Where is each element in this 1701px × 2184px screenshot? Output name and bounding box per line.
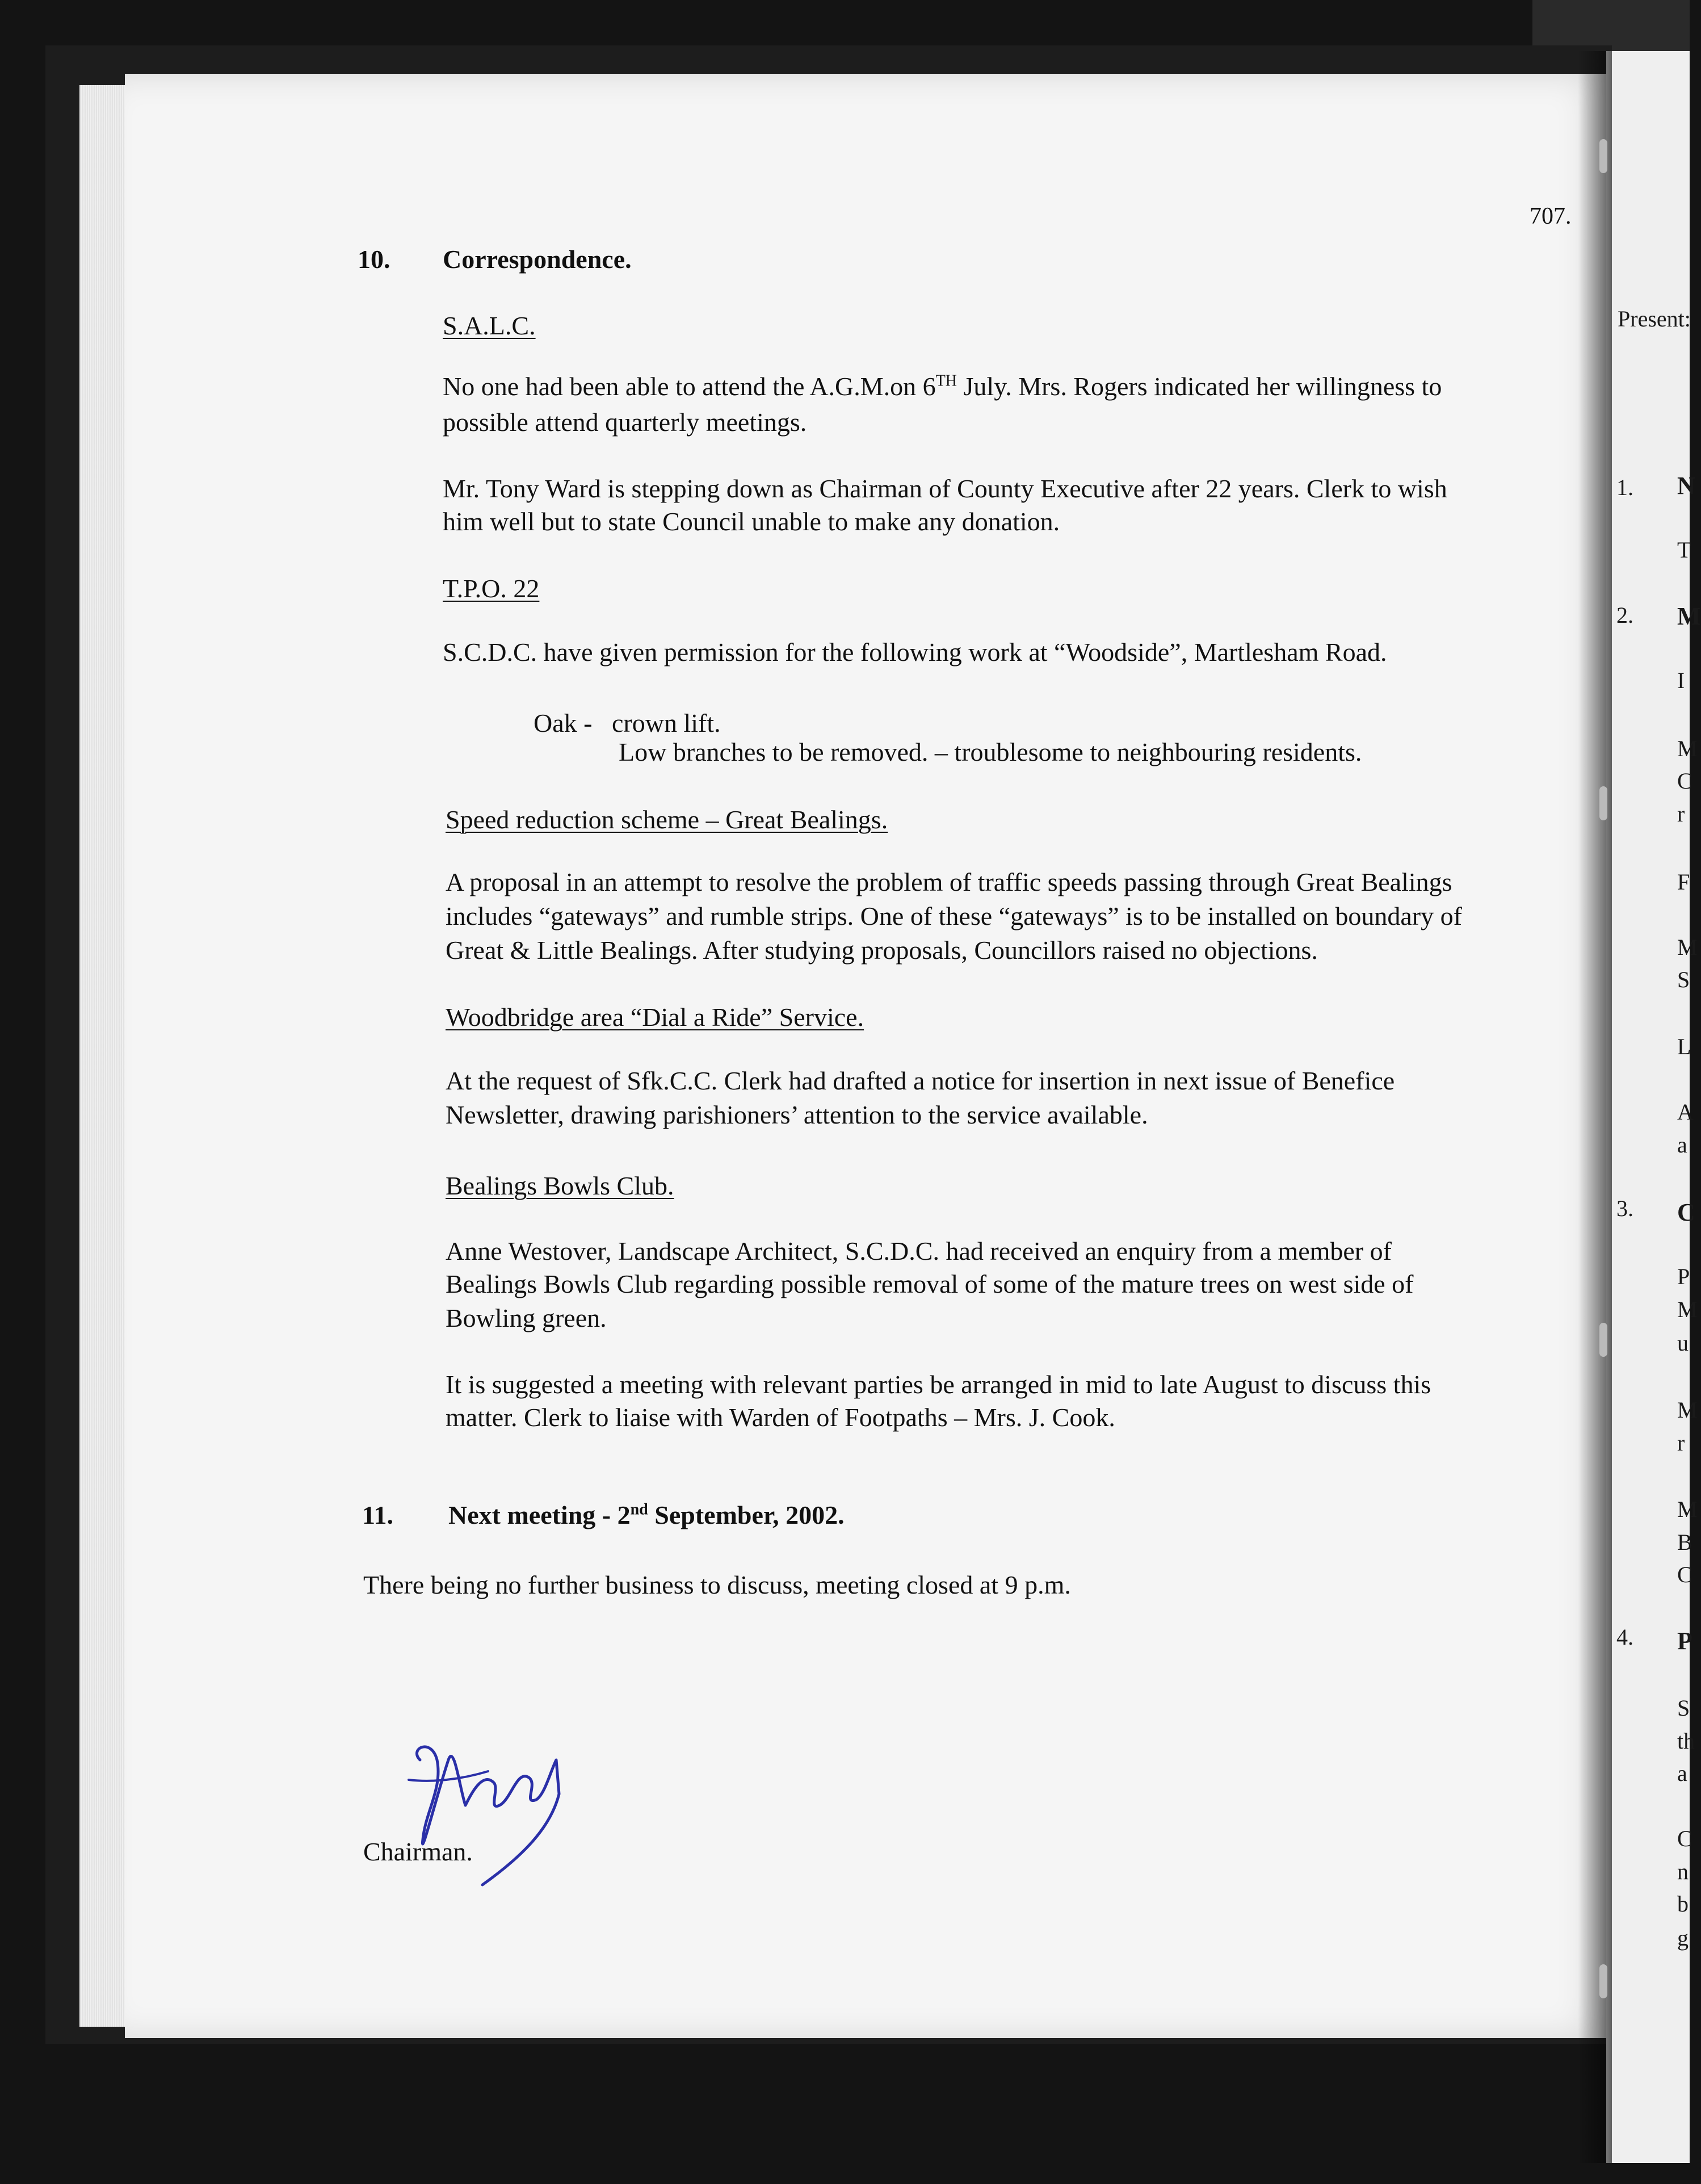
page-number: 707. [1530, 203, 1572, 229]
tpo-paragraph: S.C.D.C. have given permission for the following work at “Woodside”, Martlesham Road. [443, 638, 1387, 666]
right-page-fragment: th [1677, 1728, 1695, 1754]
binding-hole [1599, 139, 1607, 173]
speed-reduction-heading: Speed reduction scheme – Great Bealings. [446, 805, 888, 834]
speed-reduction-line-2: includes “gateways” and rumble strips. One of these “gateways” is to be installed on boundary of [446, 902, 1462, 930]
right-page-fragment: I [1677, 668, 1685, 693]
right-page-number-4: 4. [1616, 1624, 1633, 1650]
right-page-number-3: 3. [1616, 1196, 1633, 1221]
right-page-fragment: S [1677, 1695, 1690, 1721]
tpo-item-line-2: Low branches to be removed. – troublesome to neighbouring residents. [619, 737, 1362, 766]
right-page-fragment: M [1677, 934, 1698, 960]
right-page-fragment: P [1677, 1264, 1690, 1289]
right-page-fragment: C [1677, 1826, 1692, 1851]
section-10-number: 10. [358, 245, 390, 274]
right-page-fragment: B [1677, 1529, 1692, 1555]
right-page-fragment: u [1677, 1330, 1689, 1356]
bowls-paragraph-2-line-2: matter. Clerk to liaise with Warden of Footpaths – Mrs. J. Cook. [446, 1403, 1115, 1432]
right-page-fragment: S [1677, 967, 1690, 992]
left-page [125, 74, 1612, 2038]
bowls-paragraph-2-line-1: It is suggested a meeting with relevant parties be arranged in mid to late August to discuss this [446, 1370, 1431, 1399]
binding-hole [1599, 1323, 1607, 1357]
right-page-fragment: M [1677, 736, 1698, 761]
tpo-item-work: crown lift. [612, 709, 721, 737]
right-page-fragment: A [1677, 1099, 1694, 1125]
right-page-number-2: 2. [1616, 602, 1633, 628]
salc-paragraph-2-line-1: Mr. Tony Ward is stepping down as Chairman of County Executive after 22 years. Clerk to wish [443, 474, 1447, 503]
bowls-club-heading: Bealings Bowls Club. [446, 1171, 674, 1200]
right-page-fragment: n [1677, 1859, 1689, 1884]
binding-hole [1599, 786, 1607, 820]
salc-paragraph-1-line-2: possible attend quarterly meetings. [443, 408, 807, 437]
right-page-present-label: Present: [1618, 306, 1691, 332]
section-10-title: Correspondence. [443, 245, 632, 274]
dial-a-ride-line-2: Newsletter, drawing parishioners’ attention to the service available. [446, 1100, 1148, 1129]
salc-paragraph-1-line-1: No one had been able to attend the A.G.M.on 6TH July. Mrs. Rogers indicated her willingness to [443, 372, 1442, 401]
dial-a-ride-line-1: At the request of Sfk.C.C. Clerk had drafted a notice for insertion in next issue of Benefice [446, 1066, 1395, 1095]
speed-reduction-line-1: A proposal in an attempt to resolve the problem of traffic speeds passing through Great Bealings [446, 867, 1452, 896]
right-page-fragment: T [1677, 537, 1691, 563]
right-page-fragment: b [1677, 1891, 1689, 1917]
right-page-fragment: F [1677, 869, 1690, 895]
right-page-fragment: a [1677, 1132, 1687, 1158]
bowls-paragraph-1-line-1: Anne Westover, Landscape Architect, S.C.D.C. had received an enquiry from a member of [446, 1236, 1392, 1265]
right-page-fragment: g [1677, 1925, 1689, 1951]
salc-paragraph-2-line-2: him well but to state Council unable to make any donation. [443, 507, 1060, 536]
right-page-fragment: a [1677, 1760, 1687, 1786]
salc-heading: S.A.L.C. [443, 311, 536, 340]
right-page-number-1: 1. [1616, 475, 1633, 500]
chairman-label: Chairman. [363, 1837, 473, 1866]
book-gutter [1578, 51, 1612, 2163]
right-page-fragment: r [1677, 801, 1685, 827]
section-11-title: Next meeting - 2nd September, 2002. [448, 1500, 845, 1529]
bowls-paragraph-1-line-3: Bowling green. [446, 1303, 607, 1332]
right-page-fragment: M [1677, 1297, 1698, 1322]
binding-hole [1599, 1964, 1607, 1998]
dial-a-ride-heading: Woodbridge area “Dial a Ride” Service. [446, 1003, 864, 1032]
right-page-fragment: C [1677, 768, 1692, 794]
right-page-fragment: C [1677, 1198, 1695, 1226]
right-page-fragment: M [1677, 602, 1701, 630]
speed-reduction-line-3: Great & Little Bealings. After studying proposals, Councillors raised no objections. [446, 936, 1318, 965]
right-page-fragment: N [1677, 472, 1695, 500]
right-page-fragment: L [1677, 1034, 1691, 1059]
right-page-fragment: P [1677, 1627, 1692, 1655]
right-page-fragment: C [1677, 1562, 1692, 1587]
closing-statement: There being no further business to discuss, meeting closed at 9 p.m. [363, 1570, 1071, 1599]
right-page-fragment: M [1677, 1496, 1698, 1522]
tpo-heading: T.P.O. 22 [443, 574, 540, 603]
section-11-number: 11. [362, 1500, 393, 1529]
tpo-item-tree: Oak - [534, 709, 593, 737]
right-page-fragment: r [1677, 1430, 1685, 1456]
bowls-paragraph-1-line-2: Bealings Bowls Club regarding possible removal of some of the mature trees on west side of [446, 1269, 1414, 1298]
right-page-fragment: M [1677, 1397, 1698, 1423]
